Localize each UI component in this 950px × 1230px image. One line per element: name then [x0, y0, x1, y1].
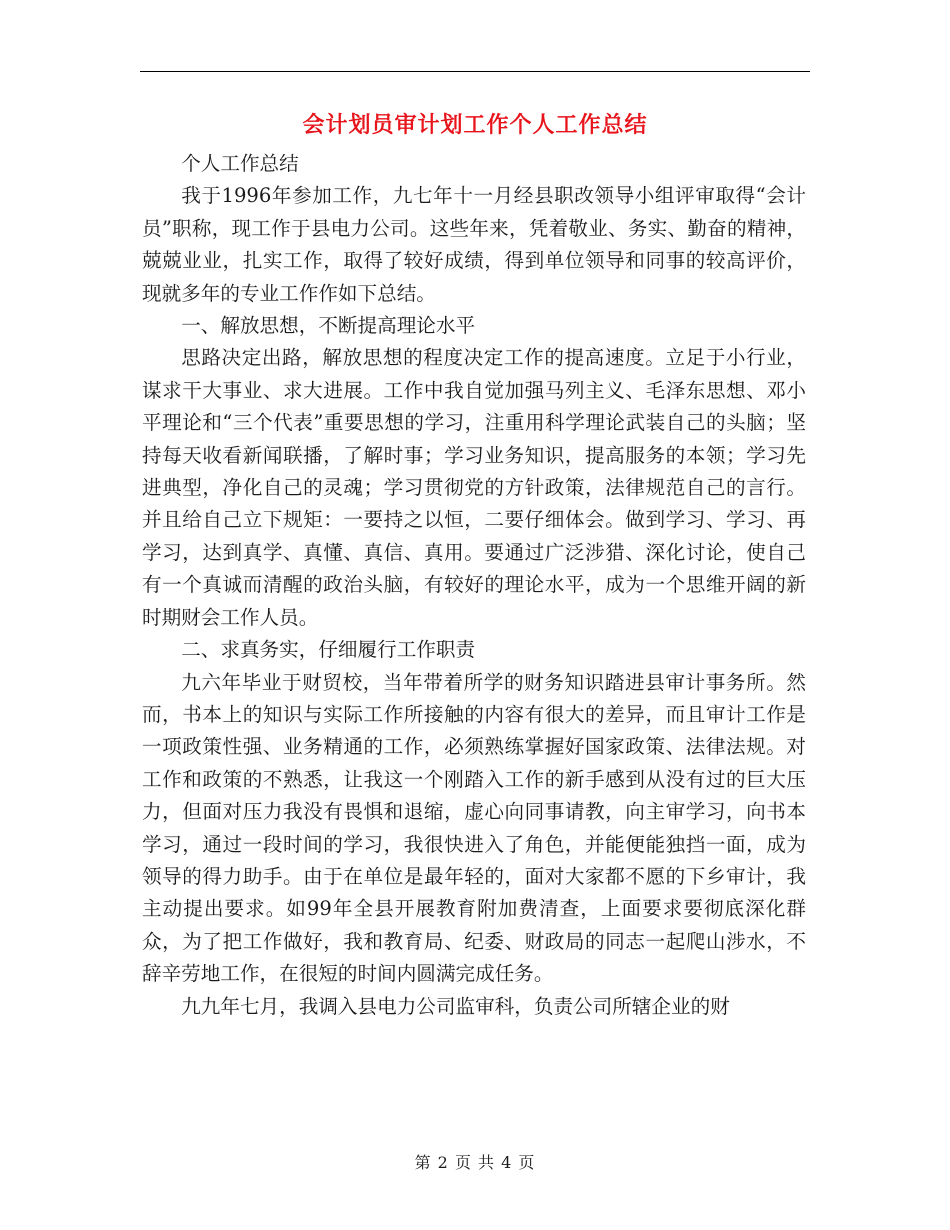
section-heading-1: 一、解放思想，不断提高理论水平	[181, 314, 476, 338]
section-heading-2: 二、求真务实，仔细履行工作职责	[181, 638, 476, 662]
paragraph-continued: 九九年七月，我调入县电力公司监审科，负责公司所辖企业的财	[181, 994, 730, 1018]
document-title: 会计划员审计划工作个人工作总结	[302, 113, 648, 138]
paragraph-section-2: 九六年毕业于财贸校，当年带着所学的财务知识踏进县审计事务所。然而，书本上的知识与实际工作所接触的内容有很大的差异，而且审计工作是一项政策性强、业务精通的工作，必须熟练掌握好国家政策、法律法规。对工作和政策的不熟悉，让我这一个刚踏入工作的新手感到从没有过的巨大压力，但面对压力我没有畏惧和退缩，虚心向同事请教，向主审学习，向书本学习，通过一段时间的学习，我很快进入了角色，并能便能独挡一面，成为领导的得力助手。由于在单位是最年轻的，面对大家都不愿的下乡审计，我主动提出要求。如99年全县开展教育附加费清查，上面要求要彻底深化群众，为了把工作做好，我和教育局、纪委、财政局的同志一起爬山涉水，不辞辛劳地工作，在很短的时间内圆满完成任务。	[142, 670, 806, 986]
document-body	[142, 148, 806, 1023]
paragraph-heading-summary: 个人工作总结	[181, 152, 299, 175]
header-rule	[140, 71, 810, 72]
paragraph-intro: 我于1996年参加工作，九七年十一月经县职改领导小组评审取得“会计员”职称，现工作于县电力公司。这些年来，凭着敬业、务实、勤奋的精神，兢兢业业，扎实工作，取得了较好成绩，得到单位领导和同事的较高评价，现就多年的专业工作作如下总结。	[142, 184, 806, 305]
paragraph-section-1: 思路决定出路，解放思想的程度决定工作的提高速度。立足于小行业，谋求干大事业、求大进展。工作中我自觉加强马列主义、毛泽东思想、邓小平理论和“三个代表”重要思想的学习，注重用科学理论武装自己的头脑；坚持每天收看新闻联播，了解时事；学习业务知识，提高服务的本领；学习先进典型，净化自己的灵魂；学习贯彻党的方针政策，法律规范自己的言行。并且给自己立下规矩：一要持之以恒，二要仔细体会。做到学习、学习、再学习，达到真学、真懂、真信、真用。要通过广泛涉猎、深化讨论，使自己有一个真诚而清醒的政治头脑，有较好的理论水平，成为一个思维开阔的新时期财会工作人员。	[142, 346, 806, 629]
page-number-footer: 第 2 页 共 4 页	[414, 1153, 536, 1172]
